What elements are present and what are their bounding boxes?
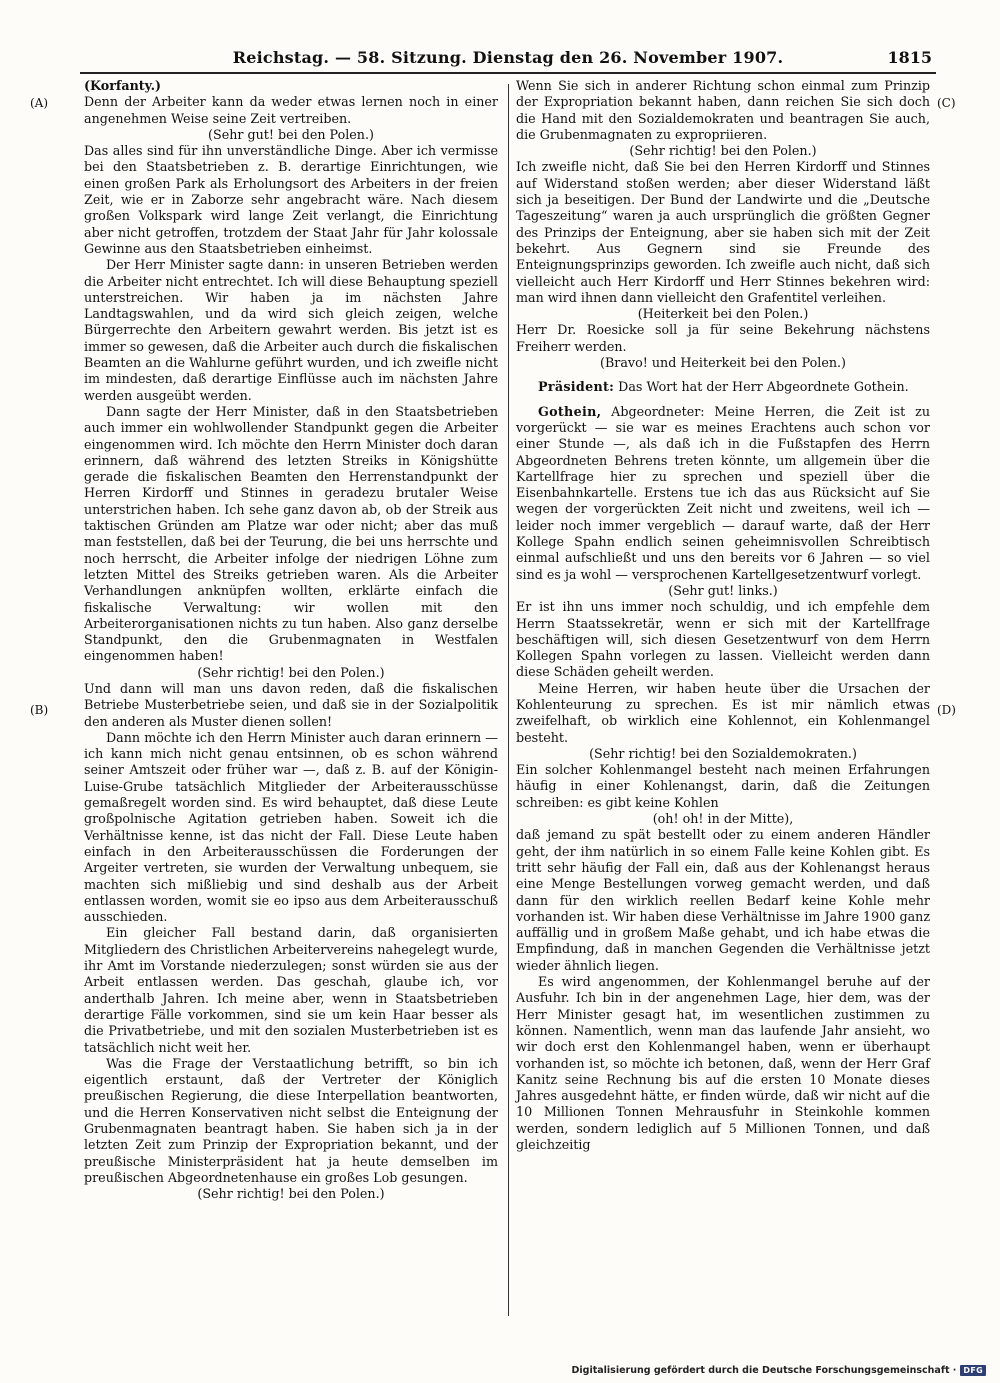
- spacer: [516, 396, 930, 404]
- page-header: [80, 44, 936, 74]
- interjection: (Sehr gut! bei den Polen.): [208, 126, 374, 142]
- interjection: (Sehr richtig! bei den Sozialdemokraten.): [589, 745, 857, 761]
- paragraph: Was die Frage der Verstaatlichung betrifft, so bin ich eigentlich erstaunt, daß der Vertreter der Königlich preußischen Regierung, die diese Interpellation beantworten, und die Herren Konservativen nicht selbst die Enteignung der Grubenmagnaten beantragt haben. Sie haben sich ja in der letzten Zeit zum Prinzip der Expropriation bekannt, und der preußische Ministerpräsident hat ja heute demselben im preußischen Abgeordnetenhause ein großes Lob gesungen.: [84, 1055, 498, 1185]
- speech-gothein: Gothein, Abgeordneter: Meine Herren, die Zeit ist zu vorgerückt — sie war es meines Erachtens auch schon vor einer Stunde —, als daß ich in die Fußstapfen des Herrn Abgeordneten Behrens treten könnte, um allgemein über die Kartellfrage hier zu sprechen und speziell über die Eisenbahnkartelle. Erstens tue ich das aus Rücksicht auf Sie wegen der vorgerückten Zeit nicht und zweitens, weil ich — leider noch immer vergeblich — darauf warte, daß der Herr Kollege Spahn endlich seinen geheimnisvollen Schreibtisch einmal aufschließt und uns den bereits vor 6 Jahren — so viel sind es ja wohl — versprochenen Kartellgesetzentwurf vorlegt.: [516, 403, 930, 582]
- president-statement: Präsident: Das Wort hat der Herr Abgeordnete Gothein.: [538, 379, 909, 395]
- paragraph: Ich zweifle nicht, daß Sie bei den Herren Kirdorff und Stinnes auf Widerstand stoßen werden; aber dieser Widerstand läßt sich ja beseitigen. Der Bund der Landwirte und die „Deutsche Tageszeitung“ waren ja auch ursprünglich die größten Gegner des Prinzips der Enteignung, aber sie haben sich mit der Zeit bekehrt. Aus Gegnern sind sie Freunde des Enteignungsprinzips geworden. Ich zweifle auch nicht, daß sich vielleicht auch Herr Kirdorff und Herr Stinnes bekehren wird: man wird ihnen dann vielleicht den Grafentitel verleihen.: [516, 159, 930, 305]
- paragraph: Er ist ihn uns immer noch schuldig, und ich empfehle dem Herrn Staatssekretär, wenn er sich mit der Kartellfrage beschäftigen will, sich diesen Gesetzentwurf von dem Herrn Kollegen Spahn vorlegen zu lassen. Vielleicht werden dann diese Schäden geheilt werden.: [516, 599, 930, 680]
- paragraph: Ein solcher Kohlenmangel besteht nach meinen Erfahrungen häufig in einer Kohlenangst, darin, daß die Zeitungen schreiben: es gibt keine Kohlen: [516, 762, 930, 810]
- speaker-name: Gothein,: [538, 403, 602, 419]
- digitization-footer: [572, 1363, 986, 1377]
- speaker-name: Präsident:: [538, 379, 615, 395]
- interjection: (Sehr richtig! bei den Polen.): [197, 1186, 385, 1202]
- interjection: (Heiterkeit bei den Polen.): [637, 306, 809, 322]
- page-title: Reichstag. — 58. Sitzung. Dienstag den 26. November 1907.: [232, 48, 784, 67]
- paragraph: Ein gleicher Fall bestand darin, daß organisierten Mitgliedern des Christlichen Arbeitervereins nahegelegt wurde, ihr Amt im Vorstande niederzulegen; sonst würden sie aus der Arbeit entlassen werden. Das geschah, glaube ich, vor anderthalb Jahren. Ich meine aber, wenn in Staatsbetrieben derartige Fälle vorkommen, sind sie um kein Haar besser als die Privatbetriebe, und mit den sozialen Musterbetrieben ist es tatsächlich nicht weit her.: [84, 925, 498, 1055]
- paragraph: Es wird angenommen, der Kohlenmangel beruhe auf der Ausfuhr. Ich bin in der angenehmen Lage, hier dem, was der Herr Minister gesagt hat, im wesentlichen zustimmen zu können. Namentlich, wenn man das laufende Jahr ansieht, wo wir doch erst den Kohlenmangel haben, wenn er überhaupt vorhanden ist, so möchte ich betonen, daß, wenn der Herr Graf Kanitz seine Rechnung bis auf die ersten 10 Monate dieses Jahres ausgedehnt hätte, er finden würde, daß wir nicht auf die 10 Millionen Tonnen Mehrausfuhr in Steinkohle kommen werden, sondern lediglich auf 5 Millionen Tonnen, und daß gleichzeitig: [516, 974, 930, 1152]
- paragraph: Dann möchte ich den Herrn Minister auch daran erinnern — ich kann mich nicht genau entsinnen, ob es schon während seiner Amtszeit oder früher war —, daß z. B. auf der Königin-Luise-Grube tatsächlich Mitglieder der Arbeiterausschüsse gemaßregelt worden sind. Es wird behauptet, daß diese Leute großpolnische Agitation getrieben haben. Soweit ich die Verhältnisse kenne, ist das nicht der Fall. Diese Leute haben einfach in den Arbeiterausschüssen die Forderungen der Argeiter vertreten, sie wurden der Verwaltung unbequem, sie machten sich mißliebig und sind deshalb aus der Arbeit entlassen worden, womit sie eo ipso aus dem Arbeiterausschuß ausschieden.: [84, 729, 498, 925]
- interjection: (Sehr gut! links.): [668, 582, 778, 598]
- interjection: (Sehr richtig! bei den Polen.): [629, 143, 817, 159]
- dfg-logo: DFG: [960, 1365, 986, 1376]
- paragraph: Wenn Sie sich in anderer Richtung schon einmal zum Prinzip der Expropriation bekannt haben, dann reichen Sie sich doch die Hand mit den Sozialdemokraten und beantragen Sie auch, die Grubenmagnaten zu expropriieren.: [516, 78, 930, 142]
- margin-marker-d: (D): [937, 703, 956, 717]
- paragraph: Und dann will man uns davon reden, daß die fiskalischen Betriebe Musterbetriebe seien, und daß sie in der Sozialpolitik den anderen als Muster dienen sollen!: [84, 680, 498, 729]
- paragraph: Dann sagte der Herr Minister, daß in den Staatsbetrieben auch immer ein wohlwollender Standpunkt gegen die Arbeiter eingenommen wird. Ich möchte den Herrn Minister doch daran erinnern, daß während des letzten Streiks in Königshütte gerade die fiskalischen Beamten den Herrenstandpunkt der Herren Kirdorff und Stinnes in geradezu brutaler Weise unterstrichen haben. Ich sehe ganz davon ab, ob der Streik aus taktischen Gründen am Platze war oder nicht; aber das muß man feststellen, daß bei der Teurung, die bei uns herrschte und noch herrscht, die Arbeiter infolge der niedrigen Löhne zum letzten Mittel des Streiks getrieben waren. Als die Arbeiter Verhandlungen anknüpfen wollten, erklärte einfach die fiskalische Verwaltung: wir wollen mit den Arbeiterorganisationen nichts zu tun haben. Also ganz derselbe Standpunkt, den die Grubenmagnaten in Westfalen eingenommen haben!: [84, 403, 498, 664]
- footer-text: Digitalisierung gefördert durch die Deutsche Forschungsgemeinschaft ·: [571, 1364, 957, 1376]
- paragraph: daß jemand zu spät bestellt oder zu einem anderen Händler geht, der ihm natürlich in so einem Falle keine Kohlen gibt. Es tritt sehr häufig der Fall ein, daß aus der Kohlenangst heraus eine Menge Bestellungen vorweg gemacht werden, und daß dann für den wirklich reellen Bedarf keine Kohle mehr vorhanden ist. Wir haben diese Verhältnisse im Jahre 1900 ganz auffällig und in großem Maße gehabt, und ich habe etwas die Empfindung, daß in manchen Gegenden die Verhältnisse jetzt wieder ähnlich liegen.: [516, 827, 930, 973]
- interjection: (Bravo! und Heiterkeit bei den Polen.): [600, 355, 846, 371]
- left-column: [84, 78, 498, 1202]
- right-column: [516, 78, 930, 1153]
- page-number: 1815: [887, 48, 932, 67]
- paragraph: Denn der Arbeiter kann da weder etwas lernen noch in einer angenehmen Weise seine Zeit vertreiben.: [84, 94, 498, 126]
- margin-marker-b: (B): [30, 703, 49, 717]
- spacer: [516, 371, 930, 379]
- paragraph: Meine Herren, wir haben heute über die Ursachen der Kohlenteurung zu sprechen. Es ist mir nämlich etwas zweifelhaft, ob wirklich eine Kohlennot, ein Kohlenmangel besteht.: [516, 680, 930, 745]
- column-divider: [508, 84, 509, 1316]
- margin-marker-c: (C): [937, 96, 956, 110]
- paragraph: Herr Dr. Roesicke soll ja für seine Bekehrung nächstens Freiherr werden.: [516, 322, 930, 354]
- interjection: (oh! oh! in der Mitte),: [652, 811, 794, 827]
- interjection: (Sehr richtig! bei den Polen.): [197, 664, 385, 680]
- paragraph: Der Herr Minister sagte dann: in unseren Betrieben werden die Arbeiter nicht entrechtet. Ich will diese Behauptung speziell unterstreichen. Wir haben ja im nächsten Jahre Landtagswahlen, und da wird sich gleich zeigen, welche Bürgerrechte den Arbeitern gewahrt werden. Bis jetzt ist es immer so gewesen, daß die Arbeiter auch durch die fiskalischen Beamten an die Wahlurne geführt wurden, und ich zweifle nicht im mindesten, daß derartige Einflüsse auch im nächsten Jahre werden ausgeübt werden.: [84, 257, 498, 403]
- speaker-tag: (Korfanty.): [84, 78, 161, 93]
- header-rule: [80, 72, 936, 74]
- paragraph: Das alles sind für ihn unverständliche Dinge. Aber ich vermisse bei den Staatsbetrieben z. B. derartige Einrichtungen, wie einen großen Park als Erholungsort des Arbeiters in der freien Zeit, wie er in Zaborze sehr angebracht wäre. Nach diesem großen Volkspark wird lange Zeit verlangt, die Einrichtung aber nicht getroffen, trotzdem der Staat Jahr für Jahr kolossale Gewinne aus den Staatsbetrieben einheimst.: [84, 143, 498, 256]
- margin-marker-a: (A): [30, 96, 49, 110]
